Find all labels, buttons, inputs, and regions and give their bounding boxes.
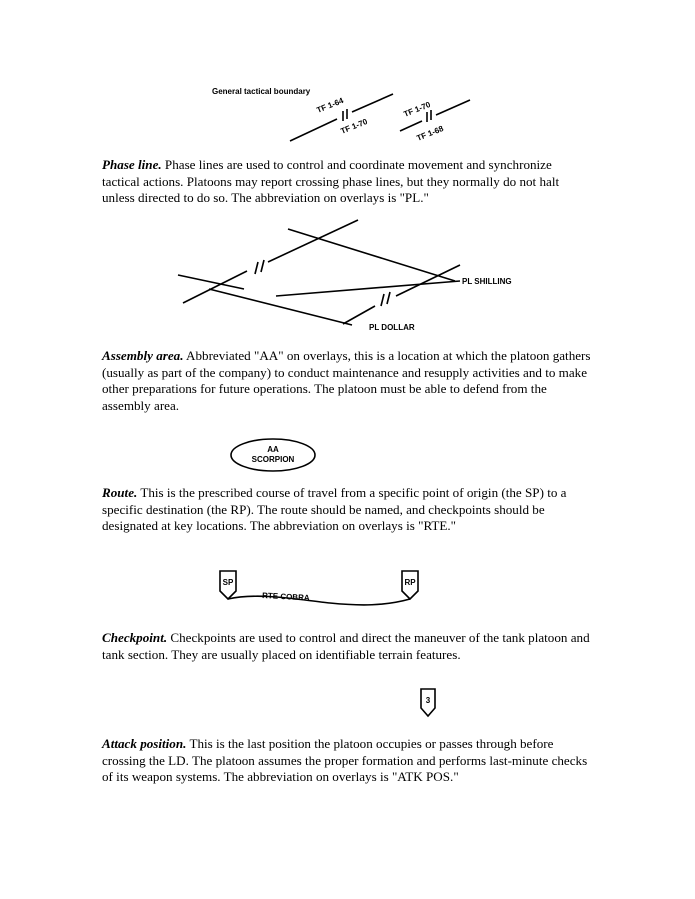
- section-term: Checkpoint.: [102, 630, 168, 645]
- boundary-label-b-bottom: TF 1-68: [415, 124, 445, 143]
- boundary-line-right-a: [400, 121, 422, 131]
- section-attack-position: [102, 736, 592, 786]
- section-checkpoint: [102, 630, 592, 663]
- phase-line-tick: [255, 262, 258, 274]
- start-point-label: SP: [222, 578, 234, 587]
- phase-line-dollar-c: [396, 265, 460, 296]
- boundary-label-a-bottom: TF 1-70: [339, 117, 369, 136]
- checkpoint-number: 3: [425, 696, 431, 705]
- route-line: [228, 596, 410, 605]
- section-text: Checkpoints are used to control and direct the maneuver of the tank platoon and tank section. They are usually placed on identifiable terrain features.: [102, 630, 590, 662]
- section-term: Phase line.: [102, 157, 162, 172]
- checkpoint-figure: [0, 680, 695, 725]
- phase-line-tick: [381, 294, 384, 306]
- boundary-label-b-top: TF 1-70: [402, 100, 432, 119]
- assembly-area-label-aa: AA: [267, 445, 279, 454]
- phase-line-tick: [387, 292, 390, 304]
- boundary-figure: [0, 0, 695, 150]
- boundary-line-left-a: [290, 119, 337, 141]
- section-text: Abbreviated "AA" on overlays, this is a location at which the platoon gathers (usually as part of the company) to conduct maintenance and resupply activities and to make other preparations for future operations. The platoon must be able to defend from the assembly area.: [102, 348, 591, 413]
- route-figure: [0, 560, 695, 620]
- boundary-caption: General tactical boundary: [212, 87, 311, 96]
- section-text: Phase lines are used to control and coordinate movement and synchronize tactical actions. Platoons may report crossing phase lines, but they normally do not halt unless directed to do so. The abbreviation on overlays is "PL.": [102, 157, 560, 205]
- section-term: Attack position.: [102, 736, 187, 751]
- section-term: Assembly area.: [102, 348, 184, 363]
- phase-line-shilling: [276, 281, 460, 296]
- section-text: This is the prescribed course of travel from a specific point of origin (the SP) to a specific destination (the RP). The route should be named, and checkpoints should be designated at key locations. The abbreviation on overlays is "RTE.": [102, 485, 567, 533]
- assembly-area-figure: [0, 430, 695, 480]
- phase-line-upper: [288, 229, 455, 281]
- section-term: Route.: [102, 485, 138, 500]
- release-point-label: RP: [404, 578, 416, 587]
- pl-shilling-label: PL SHILLING: [462, 277, 512, 286]
- section-text: This is the last position the platoon occupies or passes through before crossing the LD. The platoon assumes the proper formation and performs last-minute checks of its weapon systems. The abbreviation on overlays is "ATK POS.": [102, 736, 588, 784]
- phase-line-figure: [0, 210, 695, 340]
- section-route: [102, 485, 592, 535]
- phase-line-tick: [261, 260, 264, 272]
- boundary-line-left-b: [352, 94, 393, 112]
- route-name-label: RTE COBRA: [261, 591, 310, 603]
- boundary-label-a-top: TF 1-64: [315, 96, 345, 115]
- boundary-line-right-b: [436, 100, 470, 115]
- assembly-area-label-name: SCORPION: [251, 455, 295, 464]
- section-phase-line: [102, 157, 592, 207]
- section-assembly-area: [102, 348, 592, 414]
- phase-line-dollar: [209, 289, 352, 325]
- pl-dollar-label: PL DOLLAR: [369, 323, 415, 332]
- phase-line-dollar-b: [343, 306, 375, 324]
- phase-line-left-b: [268, 220, 358, 262]
